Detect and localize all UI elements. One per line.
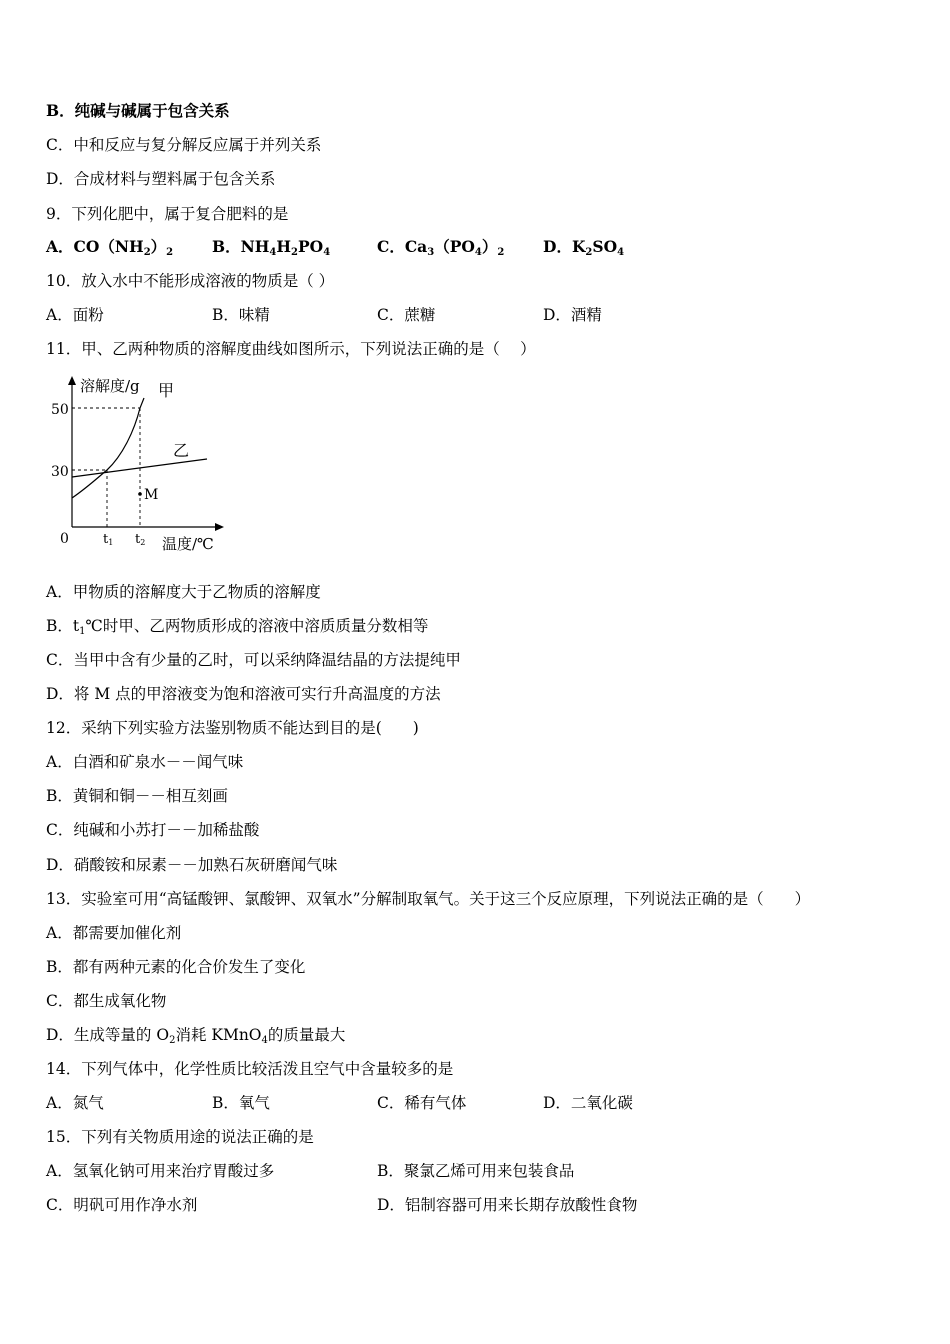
label-yi: 乙	[173, 441, 190, 460]
option-b: B．聚氯乙烯可用来包装食品	[377, 1162, 575, 1180]
y-tick-30: 30	[51, 464, 69, 480]
question-11	[46, 339, 536, 359]
option-c: C．明矾可用作净水剂	[46, 1196, 198, 1214]
option-a: A．$CO(NH_2)_2$	[46, 237, 174, 258]
question-text: 12．采纳下列实验方法鉴别物质不能达到目的是( )	[46, 719, 419, 737]
option-d: D．将 M 点的甲溶液变为饱和溶液可实行升高温度的方法	[46, 685, 441, 703]
origin-label: 0	[60, 531, 69, 547]
option-d: D．铝制容器可用来长期存放酸性食物	[377, 1196, 638, 1214]
option-c: C．蔗糖	[377, 306, 436, 324]
option-c: C．稀有气体	[377, 1094, 467, 1112]
option-a: A．都需要加催化剂	[46, 924, 182, 942]
option-d: D．硝酸铵和尿素－－加熟石灰研磨闻气味	[46, 856, 338, 874]
option-b: B．$NH_4H_2PO_4$	[212, 237, 331, 258]
option-text: C．中和反应与复分解反应属于并列关系	[46, 136, 322, 154]
option-text: D．合成材料与塑料属于包含关系	[46, 170, 276, 188]
option-c: C．$Ca_3(PO_4)_2$	[377, 237, 505, 258]
question-10-options	[46, 305, 906, 327]
option-d: D．二氧化碳	[543, 1094, 633, 1112]
question-12	[46, 718, 419, 738]
option-b: B．黄铜和铜－－相互刻画	[46, 787, 228, 805]
question-text: 13．实验室可用“高锰酸钾、氯酸钾、双氧水”分解制取氧气。关于这三个反应原理，下列说法正确的是（ ）	[46, 890, 811, 908]
option-c-line	[46, 135, 321, 155]
question-9	[46, 204, 288, 224]
option-a: A．氢氧化钠可用来治疗胃酸过多	[46, 1162, 275, 1180]
question-text: 15．下列有关物质用途的说法正确的是	[46, 1128, 314, 1146]
label-m: M	[144, 487, 159, 503]
option-d-line	[46, 169, 275, 189]
option-text: B．纯碱与碱属于包含关系	[46, 101, 230, 120]
question-13	[46, 889, 810, 909]
question-9-options	[46, 237, 906, 259]
question-14-options	[46, 1093, 906, 1115]
question-15	[46, 1127, 314, 1147]
question-text: 14．下列气体中，化学性质比较活泼且空气中含量较多的是	[46, 1060, 454, 1078]
option-c: C．当甲中含有少量的乙时，可以采纳降温结晶的方法提纯甲	[46, 651, 461, 669]
question-text: 9．下列化肥中，属于复合肥料的是	[46, 205, 289, 223]
question-15-options-row1	[46, 1161, 906, 1183]
option-d: D．生成等量的 $O_2$消耗 KMnO$_4$的质量最大	[46, 1026, 346, 1046]
x-axis-arrow	[215, 523, 224, 531]
question-text: 10．放入水中不能形成溶液的物质是（ ）	[46, 272, 335, 290]
y-axis-arrow	[68, 376, 76, 385]
curve-jia	[72, 398, 144, 498]
x-axis-label: 温度/℃	[162, 535, 214, 553]
y-tick-50: 50	[51, 402, 69, 418]
option-c: C．都生成氧化物	[46, 992, 167, 1010]
t2-label: t2	[135, 532, 146, 547]
option-c: C．纯碱和小苏打－－加稀盐酸	[46, 821, 260, 839]
option-b: B．$t_1℃$时甲、乙两物质形成的溶液中溶质质量分数相等	[46, 617, 429, 637]
t1-label: t1	[103, 532, 114, 547]
option-b: B．都有两种元素的化合价发生了变化	[46, 958, 306, 976]
option-a: A．氮气	[46, 1094, 104, 1112]
curve-yi	[72, 459, 207, 477]
label-jia: 甲	[158, 381, 175, 400]
option-a: A．甲物质的溶解度大于乙物质的溶解度	[46, 583, 321, 601]
question-15-options-row2	[46, 1195, 906, 1217]
option-a: A．面粉	[46, 306, 104, 324]
option-b: B．氧气	[212, 1094, 270, 1112]
question-10	[46, 271, 334, 291]
option-b-line	[46, 101, 230, 121]
question-14	[46, 1059, 453, 1079]
point-m	[138, 492, 142, 496]
option-a: A．白酒和矿泉水－－闻气味	[46, 753, 244, 771]
question-text: 11．甲、乙两种物质的溶解度曲线如图所示，下列说法正确的是（ ）	[46, 340, 536, 358]
option-d: D．$K_2SO_4$	[543, 237, 625, 258]
y-axis-label: 溶解度/g	[80, 377, 140, 395]
solubility-graph	[40, 372, 230, 562]
option-b: B．味精	[212, 306, 270, 324]
option-d: D．酒精	[543, 306, 602, 324]
